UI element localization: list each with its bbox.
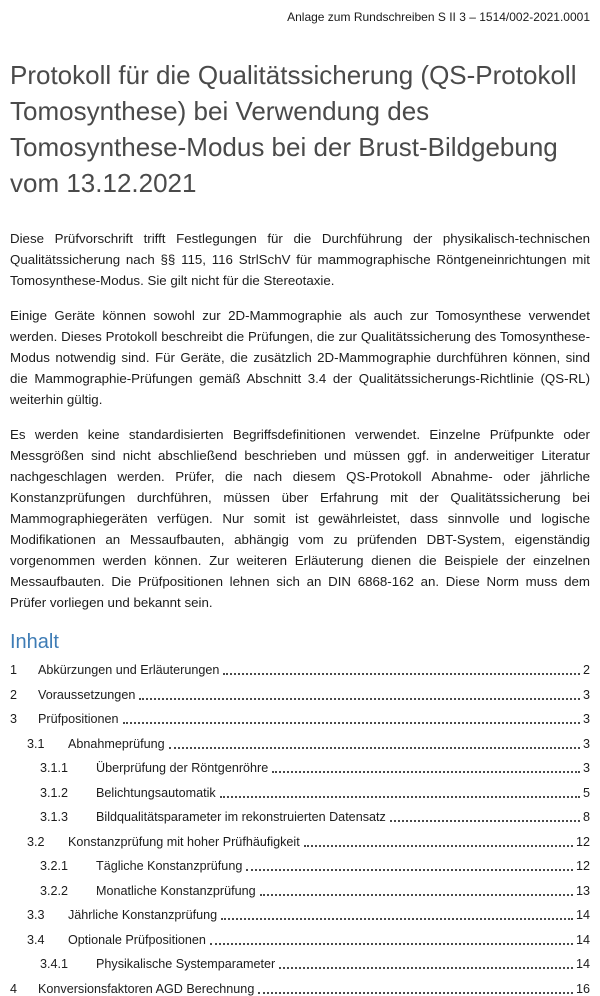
- toc-entry-page-number: 5: [582, 785, 590, 800]
- page-title-line: Tomosynthese) bei Verwendung des: [10, 96, 430, 126]
- toc-entry-label: Tägliche Konstanzprüfung: [96, 859, 243, 873]
- toc-entry-number: 3.4: [27, 932, 45, 947]
- paragraph: Diese Prüfvorschrift trifft Festlegungen für die Durchführung der physikalisch-technischen Qualitätssicherung nach §§ 115, 116 StrlSchV für mammographische Röntgeneinrichtungen mit Tomosynthese-Modus. Sie gilt nicht für die Stereotaxie.: [10, 231, 590, 288]
- toc-entry-number: 3.3: [27, 908, 45, 922]
- toc-entry-label: Konversionsfaktoren AGD Berechnung: [38, 981, 255, 996]
- toc-dot-leader: [123, 722, 580, 724]
- table-of-contents: [10, 663, 590, 996]
- page-title-line: vom 13.12.2021: [10, 168, 197, 198]
- toc-dot-leader: [221, 918, 573, 920]
- toc-entry-page-number: 14: [575, 932, 590, 947]
- toc-entry[interactable]: [10, 884, 590, 898]
- toc-entry[interactable]: [10, 957, 590, 971]
- toc-entry-page-number: 14: [575, 908, 590, 922]
- toc-entry-label: Konstanzprüfung mit hoher Prüfhäufigkeit: [68, 834, 300, 849]
- toc-dot-leader: [260, 894, 573, 896]
- toc-entry-page-number: 3: [582, 761, 590, 775]
- toc-dot-leader: [272, 771, 580, 773]
- page-title-line: Tomosynthese-Modus bei der Brust-Bildgebung: [10, 132, 558, 162]
- toc-entry-label: Prüfpositionen: [38, 712, 119, 726]
- toc-dot-leader: [279, 967, 573, 969]
- toc-entry-label: Optionale Prüfpositionen: [68, 932, 206, 947]
- toc-entry[interactable]: [10, 933, 590, 947]
- toc-entry-label: Voraussetzungen: [38, 687, 136, 702]
- toc-entry[interactable]: [10, 663, 590, 677]
- toc-entry-label: Überprüfung der Röntgenröhre: [96, 761, 269, 775]
- toc-entry-page-number: 12: [575, 834, 590, 849]
- toc-entry-label: Belichtungsautomatik: [96, 785, 216, 800]
- page-title: [10, 57, 590, 201]
- toc-entry[interactable]: [10, 835, 590, 849]
- toc-entry-page-number: 12: [575, 859, 590, 873]
- toc-dot-leader: [223, 673, 580, 675]
- toc-entry-number: 3.4.1: [40, 957, 69, 971]
- toc-entry[interactable]: [10, 908, 590, 922]
- toc-entry[interactable]: [10, 761, 590, 775]
- toc-entry-page-number: 3: [582, 736, 590, 751]
- toc-entry-label: Bildqualitätsparameter im rekonstruierten Datensatz: [96, 810, 386, 824]
- toc-entry-page-number: 2: [582, 663, 590, 677]
- toc-dot-leader: [210, 943, 573, 945]
- toc-entry-number: 3.2: [27, 834, 45, 849]
- toc-entry-label: Abkürzungen und Erläuterungen: [38, 663, 220, 677]
- toc-entry-number: 1: [10, 663, 18, 677]
- toc-entry-label: Monatliche Konstanzprüfung: [96, 883, 256, 898]
- toc-entry-number: 3: [10, 712, 18, 726]
- toc-entry-page-number: 3: [582, 712, 590, 726]
- toc-entry-number: 3.1.2: [40, 785, 69, 800]
- toc-entry[interactable]: [10, 859, 590, 873]
- toc-entry[interactable]: [10, 786, 590, 800]
- toc-entry-page-number: 14: [575, 957, 590, 971]
- paragraph: Es werden keine standardisierten Begriffsdefinitionen verwendet. Einzelne Prüfpunkte oder Messgrößen sind nicht abschließend beschrieben und müssen ggf. in anderweitiger Literatur nachgeschlagen werden. Prüfer, die nach diesem QS-Protokoll Abnahme- oder jährliche Konstanzprüfungen durchführen, müssen über Erfahrung mit der Qualitätssicherung bei Mammographiegeräten verfügen. Nur somit ist gewährleistet, dass sinnvolle und logische Modifikationen an Messaufbauten, abhängig vom zu prüfenden DBT-System, eigenständig vorgenommen werden können. Zur weiteren Erläuterung dienen die Beispiele der einzelnen Messaufbauten. Die Prüfpositionen lehnen sich an DIN 6868-162 an. Diese Norm muss dem Prüfer vorliegen und bekannt sein.: [10, 427, 590, 610]
- toc-entry-label: Abnahmeprüfung: [68, 736, 165, 751]
- toc-entry[interactable]: [10, 688, 590, 702]
- toc-dot-leader: [139, 698, 580, 700]
- toc-dot-leader: [390, 820, 580, 822]
- toc-entry-page-number: 16: [575, 981, 590, 996]
- toc-dot-leader: [258, 992, 573, 994]
- toc-entry-page-number: 3: [582, 687, 590, 702]
- toc-entry-number: 3.1.3: [40, 810, 69, 824]
- toc-entry-label: Jährliche Konstanzprüfung: [68, 908, 218, 922]
- toc-entry[interactable]: [10, 810, 590, 824]
- toc-entry-number: 3.2.1: [40, 859, 69, 873]
- page-title-line: Protokoll für die Qualitätssicherung (QS-Protokoll: [10, 60, 577, 90]
- toc-heading: Inhalt: [10, 631, 59, 653]
- toc-dot-leader: [246, 869, 573, 871]
- toc-entry-page-number: 13: [575, 883, 590, 898]
- toc-entry-number: 3.1: [27, 736, 45, 751]
- toc-entry-number: 3.1.1: [40, 761, 69, 775]
- toc-entry-number: 4: [10, 981, 18, 996]
- toc-entry-number: 3.2.2: [40, 883, 69, 898]
- toc-entry-number: 2: [10, 687, 18, 702]
- document-reference-header: Anlage zum Rundschreiben S II 3 – 1514/002-2021.0001: [287, 10, 590, 24]
- body-text: [10, 228, 590, 613]
- paragraph: Einige Geräte können sowohl zur 2D-Mammographie als auch zur Tomosynthese verwendet werden. Dieses Protokoll beschreibt die Prüfungen, die zur Qualitätssicherung des Tomosynthese-Modus notwendig sind. Für Geräte, die zusätzlich 2D-Mammographie durchführen können, sind die Mammographie-Prüfungen gemäß Abschnitt 3.4 der Qualitätssicherungs-Richtlinie (QS-RL) weiterhin gültig.: [10, 308, 590, 407]
- toc-entry-label: Physikalische Systemparameter: [96, 957, 276, 971]
- toc-dot-leader: [304, 845, 573, 847]
- toc-entry-page-number: 8: [582, 810, 590, 824]
- toc-dot-leader: [169, 747, 580, 749]
- toc-entry[interactable]: [10, 712, 590, 726]
- toc-entry[interactable]: [10, 982, 590, 996]
- toc-dot-leader: [220, 796, 580, 798]
- toc-entry[interactable]: [10, 737, 590, 751]
